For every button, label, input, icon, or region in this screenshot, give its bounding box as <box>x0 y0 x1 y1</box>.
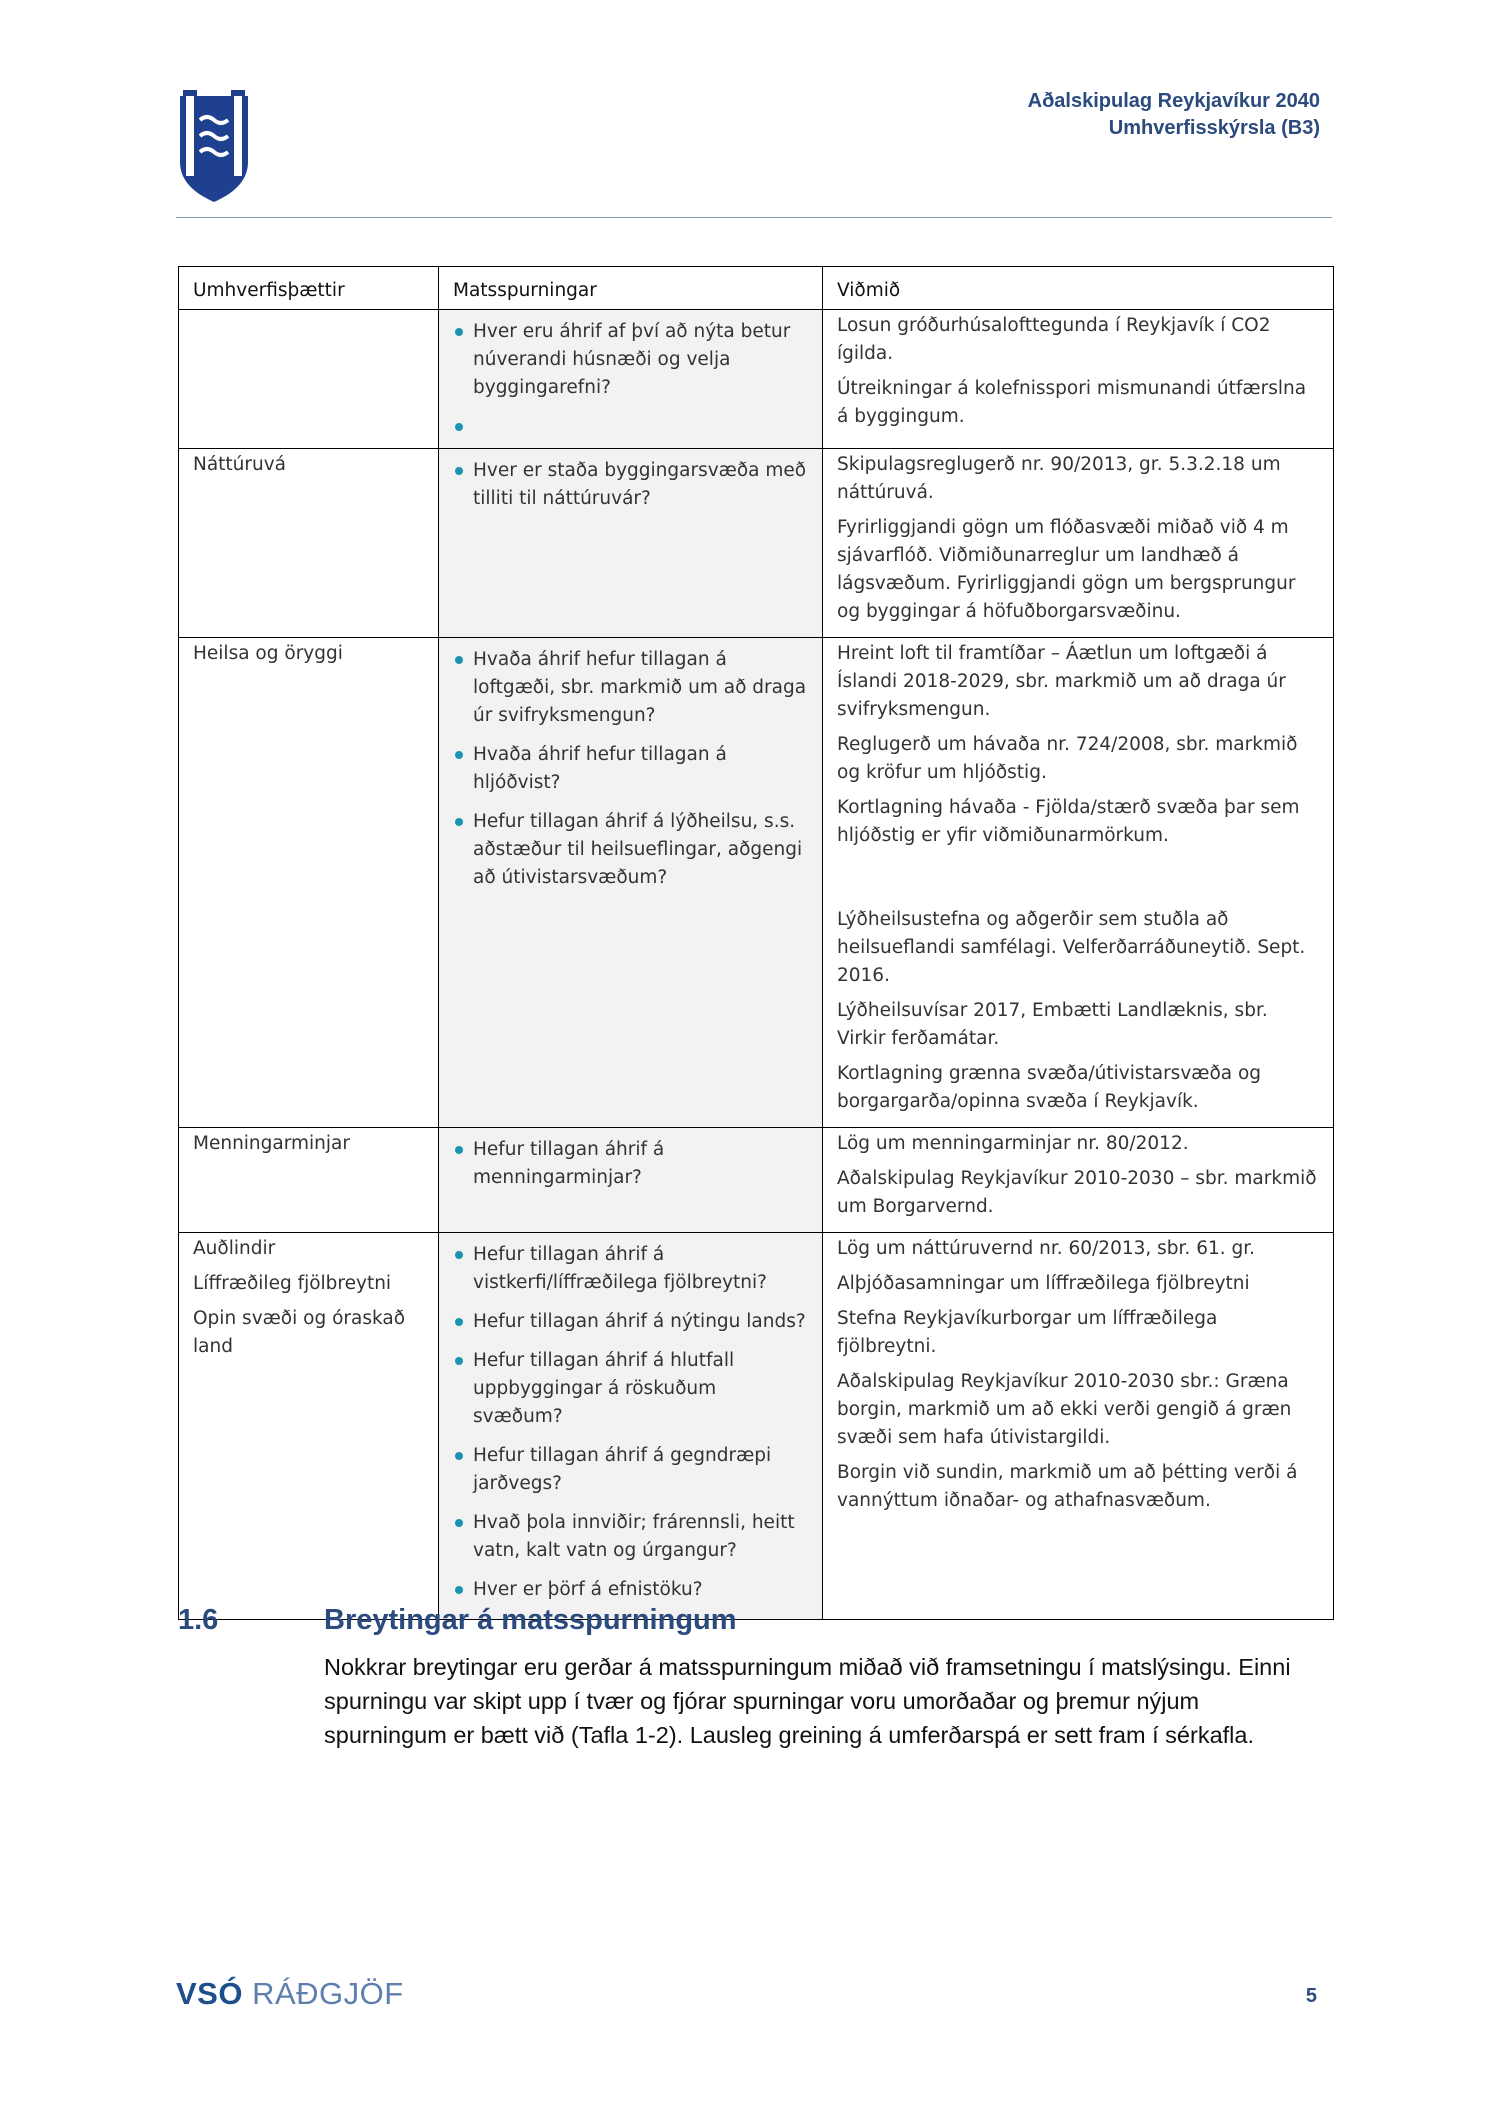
question-item: Hefur tillagan áhrif á hlutfall uppbyggingar á röskuðum svæðum? <box>453 1347 808 1431</box>
factor-label: Opin svæði og óraskað land <box>193 1308 406 1357</box>
factor-label: Náttúruvá <box>193 454 287 475</box>
factors-cell <box>179 638 439 1128</box>
question-item: Hefur tillagan áhrif á vistkerfi/líffræðilega fjölbreytni? <box>453 1241 808 1297</box>
criteria-item: Stefna Reykjavíkurborgar um líffræðilega fjölbreytni. <box>837 1308 1218 1357</box>
questions-cell <box>439 310 823 449</box>
table-row <box>179 638 1334 1128</box>
column-header-criteria: Viðmið <box>823 267 1334 310</box>
question-item: Hefur tillagan áhrif á nýtingu lands? <box>453 1308 808 1336</box>
table-row <box>179 310 1334 449</box>
table-header-row <box>179 267 1334 310</box>
criteria-item: Borgin við sundin, markmið um að þétting verði á vannýttum iðnaðar- og athafnasvæðum. <box>837 1462 1298 1511</box>
section-body: Nokkrar breytingar eru gerðar á matsspurningum miðað við framsetningu í matslýsingu. Einni spurningu var skipt upp í tvær og fjórar spurningar voru umorðaðar og þremur nýjum spurningum er bætt við (Tafla 1-2). Lausleg greining á umferðarspá er sett fram í sérkafla. <box>324 1654 1291 1748</box>
criteria-item: Losun gróðurhúsalofttegunda í Reykjavík í CO2 ígilda. <box>837 315 1271 364</box>
questions-cell <box>439 1128 823 1233</box>
question-item: Hver er þörf á efnistöku? <box>453 1576 808 1604</box>
column-header-questions: Matsspurningar <box>439 267 823 310</box>
criteria-cell <box>823 1233 1334 1620</box>
table-row <box>179 449 1334 638</box>
questions-cell <box>439 1233 823 1620</box>
footer-brand-light: RÁÐGJÖF <box>252 1976 404 2011</box>
question-item <box>453 413 808 433</box>
question-item: Hvaða áhrif hefur tillagan á loftgæði, sbr. markmið um að draga úr svifryksmengun? <box>453 646 808 730</box>
footer-brand-bold: VSÓ <box>176 1976 243 2011</box>
question-item: Hefur tillagan áhrif á gegndræpi jarðvegs? <box>453 1442 808 1498</box>
criteria-item: Skipulagsreglugerð nr. 90/2013, gr. 5.3.2.18 um náttúruvá. <box>837 454 1281 503</box>
question-item: Hver er staða byggingarsvæða með tilliti til náttúruvár? <box>453 457 808 513</box>
section-title: Breytingar á matsspurningum <box>324 1604 737 1636</box>
questions-cell <box>439 449 823 638</box>
question-item: Hefur tillagan áhrif á menningarminjar? <box>453 1136 808 1192</box>
header-title-line1: Aðalskipulag Reykjavíkur 2040 <box>1027 90 1320 112</box>
criteria-item: Lög um menningarminjar nr. 80/2012. <box>837 1133 1189 1154</box>
question-item: Hvaða áhrif hefur tillagan á hljóðvist? <box>453 741 808 797</box>
criteria-item: Lýðheilsuvísar 2017, Embætti Landlæknis, sbr. Virkir ferðamátar. <box>837 1000 1268 1049</box>
factor-label: Menningarminjar <box>193 1133 350 1154</box>
question-item: Hefur tillagan áhrif á lýðheilsu, s.s. aðstæður til heilsueflingar, aðgengi að útivistarsvæðum? <box>453 808 808 892</box>
footer-logo <box>176 1976 404 2012</box>
page-number: 5 <box>1305 1985 1317 2007</box>
header-divider <box>176 217 1332 218</box>
table-row <box>179 1128 1334 1233</box>
factor-label: Líffræðileg fjölbreytni <box>193 1273 392 1294</box>
criteria-spacer <box>837 857 1319 899</box>
factors-cell <box>179 310 439 449</box>
table-row <box>179 1233 1334 1620</box>
reykjavik-coat-of-arms-icon <box>176 90 252 204</box>
document-header <box>1028 88 1320 142</box>
criteria-item: Kortlagning grænna svæða/útivistarsvæða og borgargarða/opinna svæða í Reykjavík. <box>837 1063 1262 1112</box>
factors-cell <box>179 449 439 638</box>
criteria-item: Fyrirliggjandi gögn um flóðasvæði miðað við 4 m sjávarflóð. Viðmiðunarreglur um landhæð á lágsvæðum. Fyrirliggjandi gögn um bergsprungur og byggingar á höfuðborgarsvæðinu. <box>837 517 1296 622</box>
criteria-item: Lög um náttúruvernd nr. 60/2013, sbr. 61. gr. <box>837 1238 1256 1259</box>
factors-cell <box>179 1128 439 1233</box>
criteria-cell <box>823 1128 1334 1233</box>
criteria-item: Reglugerð um hávaða nr. 724/2008, sbr. markmið og kröfur um hljóðstig. <box>837 734 1298 783</box>
criteria-item: Hreint loft til framtíðar – Áætlun um loftgæði á Íslandi 2018-2029, sbr. markmið um að draga úr svifryksmengun. <box>837 643 1286 720</box>
header-title-line2: Umhverfisskýrsla (B3) <box>1108 117 1320 139</box>
factors-cell <box>179 1233 439 1620</box>
question-item: Hvað þola innviðir; frárennsli, heitt vatn, kalt vatn og úrgangur? <box>453 1509 808 1565</box>
criteria-item: Alþjóðasamningar um líffræðilega fjölbreytni <box>837 1273 1250 1294</box>
criteria-cell <box>823 310 1334 449</box>
criteria-item: Lýðheilsustefna og aðgerðir sem stuðla að heilsueflandi samfélagi. Velferðarráðuneytið. Sept. 2016. <box>837 909 1306 986</box>
questions-cell <box>439 638 823 1128</box>
factor-label: Heilsa og öryggi <box>193 643 343 664</box>
criteria-cell <box>823 449 1334 638</box>
section-number: 1.6 <box>178 1604 219 1636</box>
criteria-item: Aðalskipulag Reykjavíkur 2010-2030 sbr.: Græna borgin, markmið um að ekki verði gengið á græn svæði sem hafa útivistargildi. <box>837 1371 1292 1448</box>
factor-label: Auðlindir <box>193 1238 276 1259</box>
criteria-cell <box>823 638 1334 1128</box>
criteria-item: Kortlagning hávaða - Fjölda/stærð svæða þar sem hljóðstig er yfir viðmiðunarmörkum. <box>837 797 1300 846</box>
column-header-factors: Umhverfisþættir <box>179 267 439 310</box>
question-item: Hver eru áhrif af því að nýta betur núverandi húsnæði og velja byggingarefni? <box>453 318 808 402</box>
criteria-item: Útreikningar á kolefnisspori mismunandi útfærslna á byggingum. <box>837 378 1307 427</box>
criteria-item: Aðalskipulag Reykjavíkur 2010-2030 – sbr. markmið um Borgarvernd. <box>837 1168 1317 1217</box>
assessment-table <box>178 266 1334 1620</box>
